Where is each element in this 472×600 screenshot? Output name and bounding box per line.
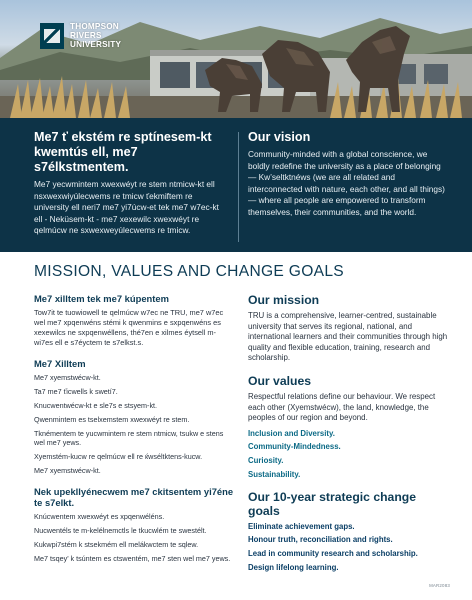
list-item: Inclusion and Diversity. <box>248 428 335 438</box>
goals-english <box>248 490 448 573</box>
values-text: Respectful relations define our behaviour. We respect each other (Xyemstwécw), the land, knowledge, the peoples of our region and beyond. <box>248 391 436 423</box>
document-code: MAR2083 <box>429 583 450 588</box>
mission-secwepemc-text: Tow7it te tuowiowell te qelmúcw w7ec ne TRU, me7 w7ec wel me7 xpqenwéns stémi k qwenmins e sxpqenwéns es xexewilcs ne sxpqenwéllens, thé7en e xilmes éytsell m-wi7es ell e s7éyctem te s7elkst.s. <box>34 308 224 347</box>
list-item: Honour truth, reconciliation and rights. <box>248 535 393 545</box>
list-item: Qwenmintem es tselxemstem xwexwéyt re stem. <box>34 415 190 424</box>
values-list <box>248 429 448 480</box>
list-item: Kukwpi7stém k stsekmém ell melákwctem te sqlew. <box>34 539 199 549</box>
mission-secwepemc-heading: Me7 xilltem tek me7 kúpentem <box>34 293 169 304</box>
section-title: MISSION, VALUES AND CHANGE GOALS <box>34 263 344 280</box>
vision-english <box>248 130 448 219</box>
list-item: Lead in community research and scholarship. <box>248 549 418 559</box>
logo-line-1: THOMPSON <box>70 22 119 31</box>
mission-english <box>248 293 448 364</box>
values-english <box>248 374 448 480</box>
list-item: Me7 tsqey’ k tsúntem es ctswentém, me7 sten wel me7 yews. <box>34 553 231 563</box>
goals-secwepemc-heading: Nek upekllyénecwem me7 ckitsentem yi7éne te s7elkt. <box>34 485 234 508</box>
values-heading: Our values <box>248 373 311 388</box>
vision-secwepemc-heading: Me7 ť ekstém re sptínesem-kt kwemtús ell, me7 s7élkstmentem. <box>34 130 212 174</box>
goals-secwepemc-list <box>34 512 234 563</box>
values-secwepemc-heading: Me7 Xilltem <box>34 358 86 369</box>
hero-photo <box>0 0 472 118</box>
list-item: Design lifelong learning. <box>248 562 339 572</box>
mission-text: TRU is a comprehensive, learner-centred, sustainable university that serves its regional, national, and international learners and their communities through high quality and flexible education, training, research and scholarship. <box>248 311 448 363</box>
goals-heading: Our 10-year strategic change goals <box>248 489 416 518</box>
list-item: Nucwentéls te m-kelélnemctls le tkucwlém te swestélt. <box>34 525 207 535</box>
list-item: Community-Mindedness. <box>248 442 341 452</box>
vision-heading: Our vision <box>248 130 311 144</box>
tru-logo-icon <box>40 23 64 49</box>
left-column <box>34 293 234 573</box>
list-item: Curiosity. <box>248 455 284 465</box>
values-secwepemc <box>34 358 234 476</box>
values-secwepemc-list <box>34 373 234 476</box>
vision-band <box>0 118 472 252</box>
list-item: Ta7 me7 ťicwells k swetí7. <box>34 387 118 396</box>
vision-text: Community-minded with a global conscience, we boldly redefine the university as a place of belonging — Kw’seltktnéws (we are all related and interconnected with nature, each other, and all things) — where all people are empowered to transform themselves, their communities, and the world. <box>248 149 445 217</box>
list-item: Tknémentem te yucwmintem re stem ntmicw, tsukw e stens wel me7 yews. <box>34 429 224 448</box>
logo-line-3: UNIVERSITY <box>70 40 122 49</box>
list-item: Knucwentwécw-kt e sle7s e stsyem-kt. <box>34 401 158 410</box>
tru-logo-wordmark <box>70 22 121 49</box>
vision-secwepemc-text: Me7 yecwmintem xwexwéyt re stem ntmicw-kt ell nsxwexwiyúlecwems re tmicw ťekmiftem re university ell neri7 me7 yi7úcw-et tek me7 w7ec-kt ell - Neküsem-kt - me7 xexewilc xwexwéyt re qelmúcw ne sxwexweyúlecwems re tmicw. <box>34 179 219 236</box>
band-divider <box>238 132 239 242</box>
list-item: Knúcwentem xwexwéyt es xpqenwéléns. <box>34 511 165 521</box>
logo-line-2: RIVERS <box>70 31 102 40</box>
list-item: Me7 xyemstwécw-kt. <box>34 466 101 476</box>
list-item: Xyemstém-kucw re qelmúcw ell re ќwséltktens-kucw. <box>34 452 203 462</box>
right-column <box>248 293 448 583</box>
tru-logo[interactable] <box>40 22 121 49</box>
hero-scene <box>0 0 472 118</box>
vision-secwepemc <box>34 130 226 237</box>
goals-list <box>248 522 448 573</box>
mission-secwepemc <box>34 293 234 348</box>
list-item: Eliminate achievement gaps. <box>248 521 355 531</box>
mission-heading: Our mission <box>248 293 320 307</box>
list-item: Me7 xyemstwécw-kt. <box>34 373 101 382</box>
list-item: Sustainability. <box>248 469 301 479</box>
goals-secwepemc <box>34 486 234 563</box>
